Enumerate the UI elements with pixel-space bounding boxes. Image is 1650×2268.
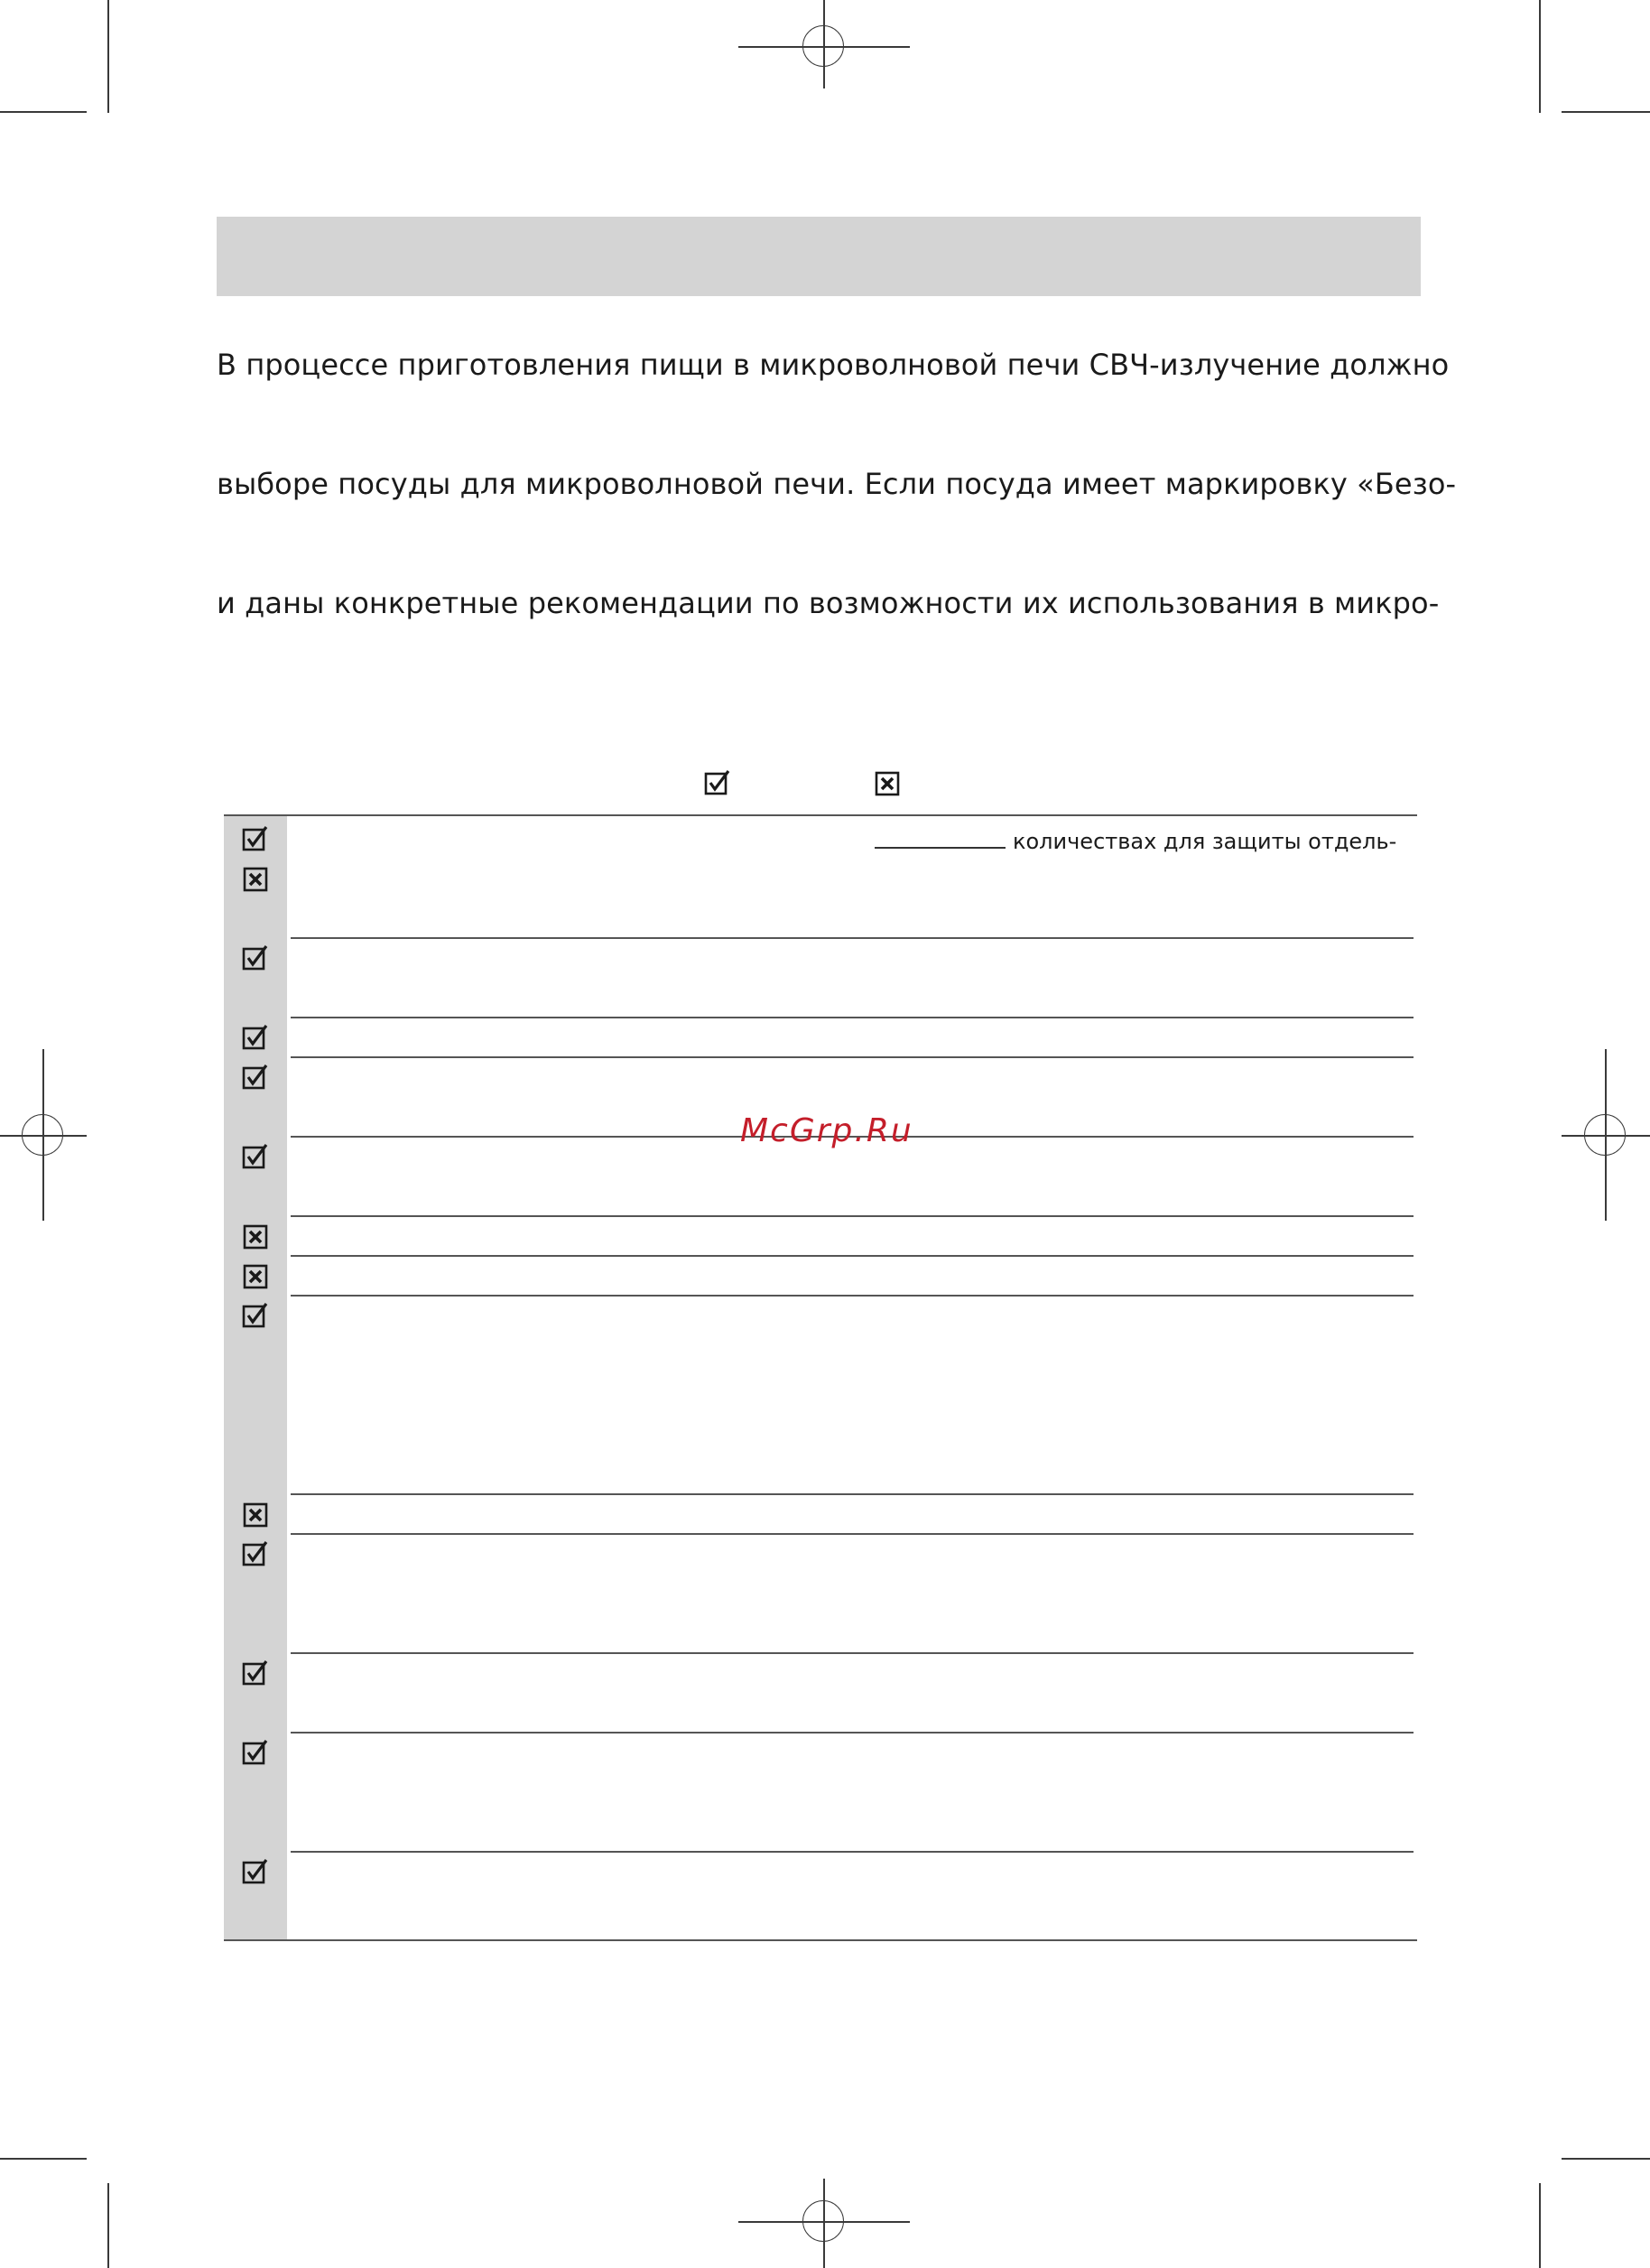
section-header-bar: [217, 217, 1421, 296]
intro-line-3: и даны конкретные рекомендации по возможности их использования в микро-: [217, 586, 1440, 620]
checkbox-checked-icon: [242, 825, 269, 852]
blank-underline: [875, 829, 1006, 849]
checkbox-checked-icon: [242, 1024, 269, 1051]
checkbox-checked-icon: [242, 1143, 269, 1170]
intro-line-2: выборе посуды для микроволновой печи. Если посуда имеет маркировку «Безо-: [217, 467, 1457, 501]
checkbox-checked-icon: [242, 1302, 269, 1329]
checkbox-checked-icon: [242, 1858, 269, 1885]
table-row-text-content: количествах для защиты отдель-: [1013, 829, 1397, 854]
checkbox-crossed-icon: [242, 1222, 269, 1250]
table-row-text: [875, 827, 1396, 856]
checkbox-crossed-icon: [242, 865, 269, 892]
checkbox-crossed-icon: [242, 1262, 269, 1289]
checkbox-checked-icon: [242, 1739, 269, 1766]
legend-checkbox-checked-icon: [704, 769, 731, 796]
table-icon-column: [224, 816, 287, 1939]
watermark: McGrp.Ru: [740, 1112, 913, 1149]
checkbox-crossed-icon: [242, 1501, 269, 1528]
checkbox-checked-icon: [242, 1064, 269, 1091]
legend-checkbox-crossed-icon: [874, 769, 901, 796]
checkbox-checked-icon: [242, 944, 269, 971]
checkbox-checked-icon: [242, 1659, 269, 1687]
table-bottom-rule: [224, 1939, 1417, 1941]
table-top-rule: [224, 814, 1417, 816]
intro-line-1: В процессе приготовления пищи в микроволновой печи СВЧ-излучение должно: [217, 348, 1450, 382]
checkbox-checked-icon: [242, 1540, 269, 1567]
